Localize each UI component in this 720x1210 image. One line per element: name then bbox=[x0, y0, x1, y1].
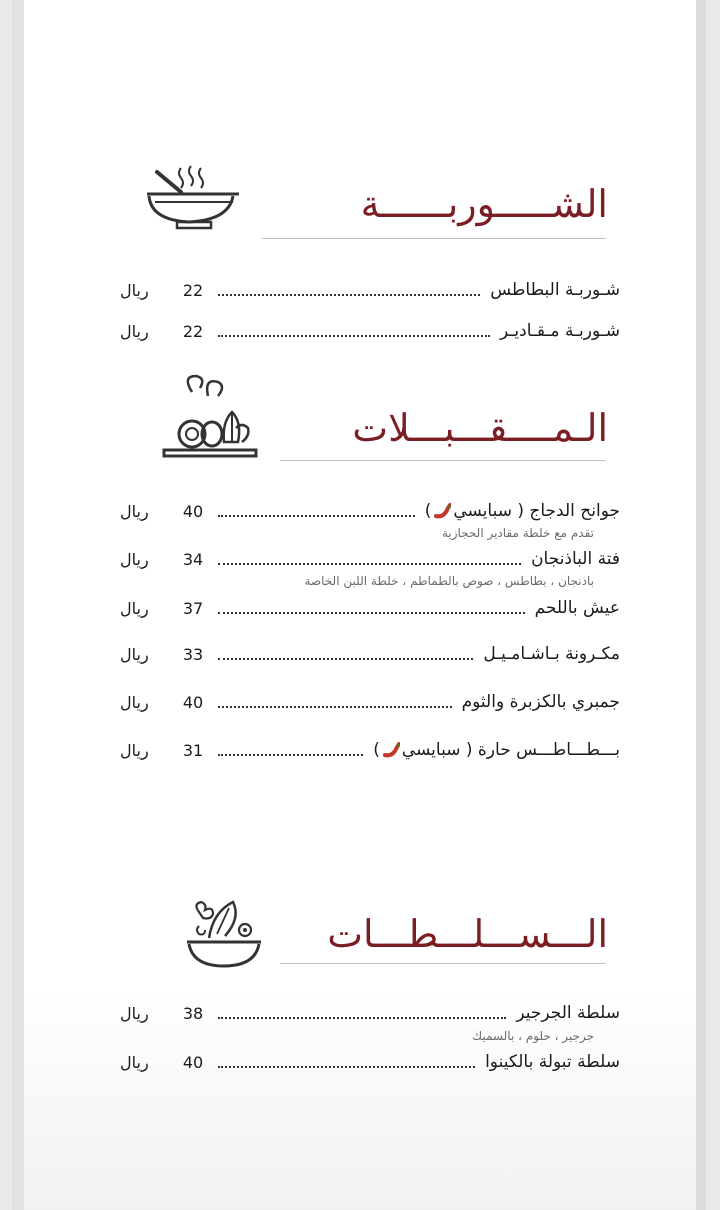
item-price: 40 bbox=[182, 501, 204, 521]
section-divider bbox=[280, 460, 606, 461]
item-name: شـوربـة مـقـاديـر bbox=[500, 321, 620, 341]
item-name: بـــطـــاطـــس حارة ( سبايسي) bbox=[373, 740, 620, 760]
item-name: سلطة الجرجير bbox=[516, 1003, 620, 1023]
menu-item bbox=[120, 545, 620, 573]
item-currency: ريال bbox=[120, 501, 149, 521]
item-price: 38 bbox=[182, 1003, 204, 1023]
dot-leader bbox=[218, 754, 363, 756]
chili-icon bbox=[433, 503, 451, 519]
menu-item bbox=[120, 999, 620, 1027]
page-edge-left bbox=[12, 0, 24, 1210]
section-divider bbox=[262, 238, 606, 239]
item-currency: ريال bbox=[120, 549, 149, 569]
item-price: 22 bbox=[182, 321, 204, 341]
menu-item bbox=[120, 497, 620, 525]
item-name: مكـرونة بـاشـامـيـل bbox=[483, 644, 620, 664]
dot-leader bbox=[218, 1066, 475, 1068]
item-name: عيش باللحم bbox=[534, 598, 620, 618]
item-currency: ريال bbox=[120, 644, 149, 664]
section-divider bbox=[280, 963, 606, 964]
appetizer-plate-icon bbox=[162, 372, 258, 464]
menu-item bbox=[120, 594, 620, 622]
item-name: فتة الباذنجان bbox=[531, 549, 620, 569]
dot-leader bbox=[218, 563, 521, 565]
item-price: 37 bbox=[182, 598, 204, 618]
dot-leader bbox=[218, 612, 525, 614]
menu-item bbox=[120, 276, 620, 304]
item-name: شـوربـة البطاطس bbox=[490, 280, 620, 300]
menu-item bbox=[120, 317, 620, 345]
menu-item bbox=[120, 736, 620, 764]
item-currency: ريال bbox=[120, 280, 149, 300]
section-title-appetizers: الـمــــقـــبـــلات bbox=[352, 406, 608, 450]
dot-leader bbox=[218, 294, 480, 296]
page-edge-right bbox=[696, 0, 706, 1210]
dot-leader bbox=[218, 515, 415, 517]
item-name: سلطة تبولة بالكينوا bbox=[485, 1052, 620, 1072]
item-currency: ريال bbox=[120, 692, 149, 712]
item-currency: ريال bbox=[120, 740, 149, 760]
menu-item bbox=[120, 688, 620, 716]
menu-item bbox=[120, 640, 620, 668]
section-title-salads: الـــســـلـــطـــات bbox=[327, 912, 608, 956]
menu-item bbox=[120, 1048, 620, 1076]
item-currency: ريال bbox=[120, 1052, 149, 1072]
soup-bowl-icon bbox=[145, 162, 241, 234]
dot-leader bbox=[218, 1017, 506, 1019]
item-description: جرجير ، حلوم ، بالسميك bbox=[472, 1029, 594, 1043]
item-currency: ريال bbox=[120, 321, 149, 341]
item-price: 31 bbox=[182, 740, 204, 760]
salad-bowl-icon bbox=[185, 898, 263, 972]
item-name: جوانح الدجاج ( سبايسي) bbox=[424, 501, 620, 521]
dot-leader bbox=[218, 658, 473, 660]
dot-leader bbox=[218, 706, 452, 708]
item-description: تقدم مع خلطة مقادير الحجازية bbox=[441, 526, 594, 540]
item-price: 22 bbox=[182, 280, 204, 300]
section-title-soup: الشـــــوربــــــة bbox=[360, 182, 608, 226]
item-description: باذنجان ، بطاطس ، صوص بالطماطم ، خلطة اللبن الخاصة bbox=[304, 574, 594, 588]
menu-page bbox=[12, 0, 706, 1210]
item-currency: ريال bbox=[120, 598, 149, 618]
item-currency: ريال bbox=[120, 1003, 149, 1023]
item-price: 34 bbox=[182, 549, 204, 569]
item-price: 40 bbox=[182, 692, 204, 712]
dot-leader bbox=[218, 335, 490, 337]
item-price: 40 bbox=[182, 1052, 204, 1072]
chili-icon bbox=[382, 742, 400, 758]
item-price: 33 bbox=[182, 644, 204, 664]
item-name: جمبري بالكزبرة والثوم bbox=[461, 692, 620, 712]
